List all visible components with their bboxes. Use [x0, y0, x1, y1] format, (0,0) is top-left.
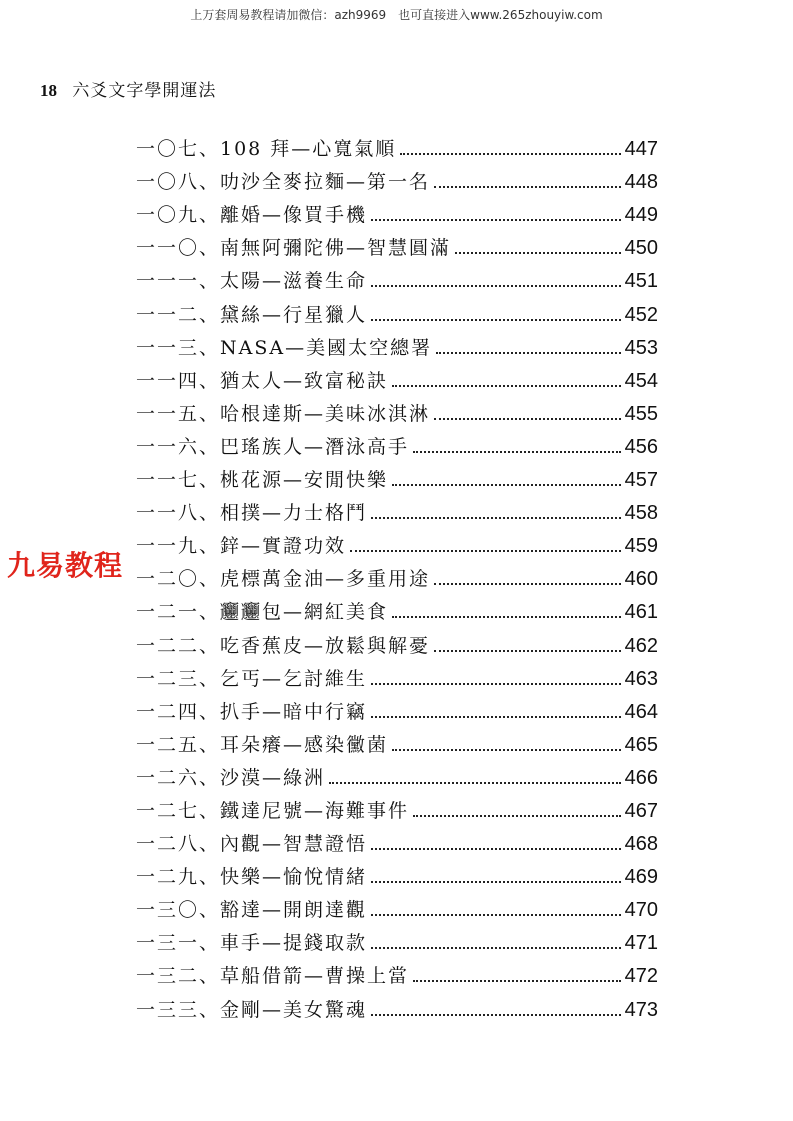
dot-leader [350, 549, 621, 552]
toc-entry-title: 一一九、鋅—實證功效 [136, 535, 347, 558]
toc-entry[interactable] [136, 591, 658, 624]
toc-entry[interactable] [136, 194, 658, 227]
toc-entry-page: 463 [624, 667, 658, 690]
toc-entry-title: 一二七、鐵達尼號—海難事件 [136, 799, 410, 822]
toc-entry[interactable] [136, 459, 658, 492]
toc-entry[interactable] [136, 293, 658, 326]
toc-entry-page: 461 [624, 601, 658, 624]
dot-leader [371, 516, 621, 519]
toc-entry-page: 450 [624, 237, 658, 260]
toc-entry-title: 一一四、猶太人—致富秘訣 [136, 369, 389, 392]
toc-entry-page: 469 [624, 866, 658, 889]
toc-entry-page: 452 [624, 303, 658, 326]
table-of-contents [136, 128, 658, 1022]
toc-entry-title: 一二八、內觀—智慧證悟 [136, 833, 368, 856]
toc-entry-title: 一〇八、叻沙全麥拉麵—第一名 [136, 171, 431, 194]
toc-entry-page: 453 [624, 336, 658, 359]
dot-leader [413, 979, 621, 982]
toc-entry[interactable] [136, 790, 658, 823]
dot-leader [392, 748, 621, 751]
dot-leader [371, 715, 621, 718]
toc-entry-title: 一二一、𰻞𰻞包—網紅美食 [136, 601, 389, 624]
toc-entry-title: 一一〇、南無阿彌陀佛—智慧圓滿 [136, 237, 452, 260]
toc-entry-page: 470 [624, 899, 658, 922]
toc-entry-page: 448 [624, 171, 658, 194]
toc-entry[interactable] [136, 922, 658, 955]
toc-entry[interactable] [136, 856, 658, 889]
dot-leader [436, 351, 621, 354]
dot-leader [392, 483, 621, 486]
toc-entry-page: 460 [624, 568, 658, 591]
toc-entry-title: 一一六、巴瑤族人—潛泳高手 [136, 435, 410, 458]
toc-entry[interactable] [136, 724, 658, 757]
dot-leader [371, 218, 621, 221]
toc-entry-title: 一一三、NASA—美國太空總署 [136, 336, 433, 359]
toc-entry[interactable] [136, 161, 658, 194]
toc-entry[interactable] [136, 658, 658, 691]
toc-entry-page: 464 [624, 700, 658, 723]
dot-leader [371, 284, 621, 287]
toc-entry-page: 473 [624, 998, 658, 1021]
toc-entry-title: 一一七、桃花源—安閒快樂 [136, 469, 389, 492]
toc-entry-page: 454 [624, 369, 658, 392]
toc-entry-title: 一二二、吃香蕉皮—放鬆與解憂 [136, 634, 431, 657]
toc-entry-page: 458 [624, 502, 658, 525]
toc-entry[interactable] [136, 624, 658, 657]
dot-leader [371, 913, 621, 916]
toc-entry-page: 465 [624, 733, 658, 756]
toc-entry-title: 一〇九、離婚—像買手機 [136, 204, 368, 227]
toc-entry[interactable] [136, 260, 658, 293]
toc-entry[interactable] [136, 360, 658, 393]
dot-leader [371, 847, 621, 850]
toc-entry-title: 一三三、金剛—美女驚魂 [136, 998, 368, 1021]
dot-leader [392, 615, 621, 618]
toc-entry-page: 455 [624, 402, 658, 425]
toc-entry[interactable] [136, 823, 658, 856]
toc-entry[interactable] [136, 393, 658, 426]
toc-entry-page: 466 [624, 766, 658, 789]
toc-entry-title: 一〇七、108 拜—心寬氣順 [136, 138, 397, 161]
toc-entry-title: 一二四、扒手—暗中行竊 [136, 700, 368, 723]
top-note: 上万套周易教程请加微信：azh9969 也可直接进入www.265zhouyiw.com [190, 8, 603, 22]
toc-entry[interactable] [136, 128, 658, 161]
toc-entry-page: 447 [624, 138, 658, 161]
toc-entry[interactable] [136, 988, 658, 1021]
toc-entry[interactable] [136, 757, 658, 790]
toc-entry-title: 一一一、太陽—滋養生命 [136, 270, 368, 293]
dot-leader [434, 649, 621, 652]
dot-leader [434, 417, 621, 420]
toc-entry[interactable] [136, 525, 658, 558]
dot-leader [455, 251, 621, 254]
toc-entry-title: 一二五、耳朵癢—感染黴菌 [136, 733, 389, 756]
watermark: 九易教程 [7, 544, 123, 584]
toc-entry[interactable] [136, 492, 658, 525]
toc-entry[interactable] [136, 691, 658, 724]
dot-leader [371, 318, 621, 321]
dot-leader [400, 152, 620, 155]
toc-entry-title: 一一八、相撲—力士格鬥 [136, 502, 368, 525]
book-title: 六爻文字學開運法 [72, 81, 217, 101]
toc-entry-title: 一一二、黛絲—行星獵人 [136, 303, 368, 326]
dot-leader [371, 946, 621, 949]
dot-leader [329, 781, 621, 784]
toc-entry-title: 一三一、車手—提錢取款 [136, 932, 368, 955]
toc-entry-title: 一二六、沙漠—綠洲 [136, 766, 326, 789]
toc-entry-page: 451 [624, 270, 658, 293]
toc-entry-page: 471 [624, 932, 658, 955]
dot-leader [413, 450, 621, 453]
toc-entry-page: 457 [624, 469, 658, 492]
page-number: 18 [40, 81, 57, 100]
toc-entry-page: 449 [624, 204, 658, 227]
toc-entry[interactable] [136, 426, 658, 459]
toc-entry-title: 一三〇、豁達—開朗達觀 [136, 899, 368, 922]
page-header [40, 76, 216, 101]
toc-entry-title: 一二三、乞丐—乞討維生 [136, 667, 368, 690]
dot-leader [413, 814, 621, 817]
toc-entry-page: 468 [624, 833, 658, 856]
toc-entry-page: 462 [624, 634, 658, 657]
toc-entry[interactable] [136, 327, 658, 360]
toc-entry-title: 一二〇、虎標萬金油—多重用途 [136, 568, 431, 591]
toc-entry-page: 467 [624, 799, 658, 822]
toc-entry-title: 一二九、快樂—愉悅情緒 [136, 866, 368, 889]
dot-leader [371, 682, 621, 685]
toc-entry-page: 472 [624, 965, 658, 988]
toc-entry[interactable] [136, 955, 658, 988]
dot-leader [434, 582, 621, 585]
toc-entry[interactable] [136, 558, 658, 591]
toc-entry-page: 456 [624, 435, 658, 458]
dot-leader [392, 384, 621, 387]
dot-leader [371, 1013, 621, 1016]
dot-leader [371, 880, 621, 883]
dot-leader [434, 185, 621, 188]
toc-entry-page: 459 [624, 535, 658, 558]
toc-entry[interactable] [136, 889, 658, 922]
toc-entry-title: 一三二、草船借箭—曹操上當 [136, 965, 410, 988]
toc-entry[interactable] [136, 227, 658, 260]
toc-entry-title: 一一五、哈根達斯—美味冰淇淋 [136, 402, 431, 425]
